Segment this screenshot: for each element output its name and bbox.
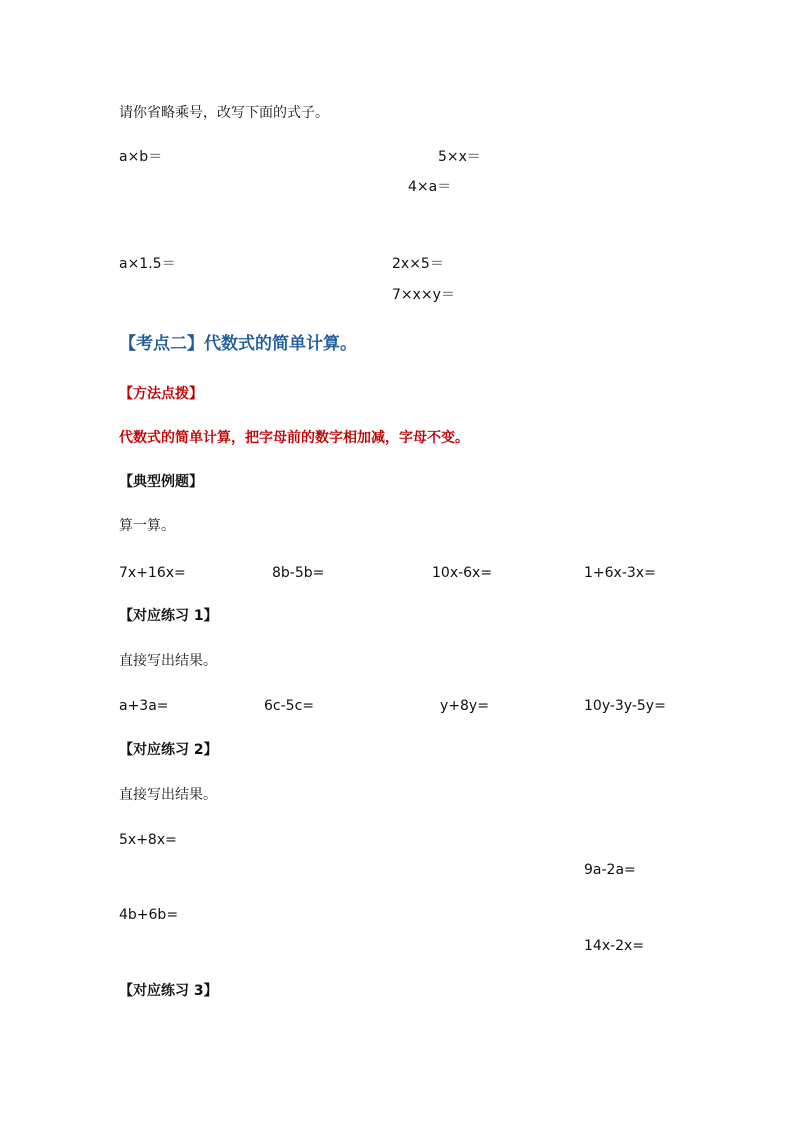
practice1-item: a+3a= [119,698,169,714]
practice1-heading: 【对应练习 1】 [119,608,218,624]
practice2-instruction: 直接写出结果。 [119,787,217,803]
method-heading: 【方法点拨】 [119,386,203,402]
method-text: 代数式的简单计算，把字母前的数字相加减，字母不变。 [119,430,469,446]
example-item: 7x+16x= [119,565,186,581]
practice1-instruction: 直接写出结果。 [119,653,217,669]
section-title: 【考点二】代数式的简单计算。 [119,334,357,354]
example-heading: 【典型例题】 [119,474,203,490]
example-item: 8b-5b= [272,565,325,581]
example-instruction: 算一算。 [119,518,175,534]
practice3-heading: 【对应练习 3】 [119,983,218,999]
practice1-item: y+8y= [440,698,489,714]
exercise-item: 5×x＝ [438,149,481,165]
exercise-item: a×1.5＝ [119,256,176,272]
instruction-text: 请你省略乘号，改写下面的式子。 [119,105,329,121]
example-item: 1+6x-3x= [584,565,656,581]
example-item: 10x-6x= [432,565,493,581]
practice2-heading: 【对应练习 2】 [119,742,218,758]
practice1-item: 10y-3y-5y= [584,698,666,714]
exercise-item: 4×a＝ [408,179,452,195]
practice2-item: 14x-2x= [584,938,645,954]
practice2-item: 9a-2a= [584,862,636,878]
practice2-item: 4b+6b= [119,907,179,923]
exercise-item: 7×x×y＝ [392,287,455,303]
exercise-item: a×b＝ [119,149,163,165]
exercise-item: 2x×5＝ [392,256,444,272]
practice2-item: 5x+8x= [119,832,177,848]
practice1-item: 6c-5c= [264,698,314,714]
